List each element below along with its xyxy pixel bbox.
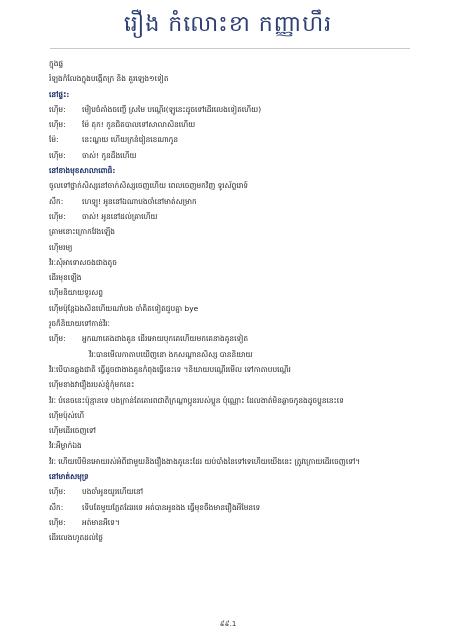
dialog-text: ម៉ែ តុក! កូនជិតបាលទៅសាលាសិនហើយ xyxy=(82,120,196,130)
text-line: ហ៊ើមប៉ុស់ហើ xyxy=(49,410,85,420)
speaker-name: ហ៊ើម: xyxy=(49,487,66,497)
text-line: ហ៊ើមរម្យ xyxy=(49,242,73,252)
dialog-line xyxy=(49,117,429,132)
text-line: ចូលទៅថ្នាក់សិស្សនៅចាក់សិស្សចេញហើយ ពេលចេញមកវិញ ទូរស័ព្ទរោទ៍ xyxy=(49,181,249,191)
dialog-text: ចាស់! កូនដឹងហើយ xyxy=(82,150,137,160)
dialog-line xyxy=(49,484,429,499)
document-body xyxy=(49,56,429,546)
dialog-line xyxy=(49,148,429,163)
dialog-line xyxy=(49,515,429,530)
speaker-name: ហ៊ើម: xyxy=(49,211,66,221)
speaker-name: ហ៊ើម: xyxy=(49,150,66,160)
text-line: ហ៊ើមដើរចេញទៅ xyxy=(49,426,96,436)
dialog-text: ម៉ៀបចំគាំងចញ្ចើ ស្រមៃ បណ្ដើរ(ឡូនេះដូចទៅដើរលេងទៀតហើយ) xyxy=(82,104,262,114)
dialog-text: នេះណ្ហយ ហើយក្រនំរៀនខេណាកូន xyxy=(82,135,179,145)
dialog-line xyxy=(49,500,429,515)
dialog-text: ហេឡូ! អូននៅឯណាបងចាំនៅមាត់សម្រាក xyxy=(82,196,197,206)
section-heading: នៅមាត់សមុទ្រ xyxy=(49,472,89,482)
section-heading: នៅខាងមុខសាលាពោធិ: xyxy=(49,166,116,176)
section-heading: នៅផ្ទះ: xyxy=(49,89,70,99)
dialog-line xyxy=(49,102,429,117)
text-line: ដើរលេងហូតដល់ថ្ងៃ xyxy=(49,533,103,543)
text-line: ក្នុងផ្ទ xyxy=(49,59,64,68)
speaker-name: ហ៊ើម: xyxy=(49,120,66,130)
dialog-text: ចាស់! អូននៅដល់គ្រាហើយ xyxy=(82,211,158,221)
speaker-name: ហ៊ើម: xyxy=(49,517,66,527)
text-line: ហ៊ើមប៉ុន្តែឯងសិនហើយណាំបង ចាំគិតទៀតជួបគ្នា bye xyxy=(49,303,199,313)
dialog-text: បងចាំអូនយូរហើយនៅ xyxy=(82,487,143,497)
text-line: វិរៈបានមើលកាតាបយើញនោ ងកសណ្ដានសិស្ស បាននិយាយ xyxy=(89,349,253,359)
text-line: វិរៈ បំនេចនេះប៉ុន្មានទេ បងក្រាន់តែគោរពជាតិក្រណ្ដាប្អូនរបស់ប្អូន ប៉ុណ្ណោះ ដែលងាត់មិនឆ្ងាចកូនងដូចប្អូននេះទេ xyxy=(49,395,344,405)
speaker-name: សឹក: xyxy=(49,502,64,512)
dialog-line xyxy=(49,331,429,346)
text-line: វិរៈ ហើយបើមិនអោយរស់អំពីជាមួយនិងរឿងងាងគូនេះដែរ យប់បាំងនៃទៅទេហើយយើងនេះ ត្រូវក្រោយដើរចេញទៅ។ xyxy=(49,456,361,466)
text-line: វិរៈបើបានឆ្លងជាតិ ធ្វើដូចជាងាងគូនកំពុងធ្វើនេះទេ ។និយាយបណ្ដើរមើល ទៅកាតាបបណ្ដើរ xyxy=(49,364,291,374)
text-line: ដើរមុខឡើង xyxy=(49,273,82,283)
dialog-text: អត់មានអីទេ។ xyxy=(82,517,120,527)
dialog-line xyxy=(49,209,429,224)
text-line: ហ៊ើមនិយាយទូរសព្ទ xyxy=(49,288,103,298)
title-divider xyxy=(50,48,410,49)
text-line: គ្រាមនោះក្រោកវែងឡើង xyxy=(49,227,115,237)
text-line: រួចក៏និយាយទៅកាន់វិរៈ xyxy=(49,319,110,329)
dialog-line xyxy=(49,194,429,209)
page-number: ៩៩.1 xyxy=(219,620,237,628)
speaker-name: ហ៊ើម: xyxy=(49,104,66,114)
text-line: វិរៈសុំអាទោសចងជាងតូច xyxy=(49,257,117,267)
text-line: វិរៈអឺម្ងាក់ឯង xyxy=(49,441,82,451)
speaker-name: សឹក: xyxy=(49,196,64,206)
text-line: ហ៊ើមខាងវារឿងរបស់ខ្ញុំកុំមកនេះ xyxy=(49,380,135,390)
dialog-line xyxy=(49,132,429,147)
dialog-text: ទើបតែមួយភ្លែតដែររទេ អត់បានអូនងង ធ្វើមុខចឹងមានរឿងអីមែនទេ xyxy=(82,502,261,512)
dialog-text: អ្នកណាគេងដាងគូន ដើរអោយបុកគេហើយមកគេនាងគូនទៀត xyxy=(82,334,249,344)
speaker-name: ម៉ែ: xyxy=(49,135,59,145)
document-title: រឿង កំលោះខា កញ្ញាហឹរ xyxy=(123,12,333,37)
speaker-name: ហ៊ើម: xyxy=(49,334,66,344)
text-line: រំឡងកំលែងក្នុងបង្កើតក្រ និង គួរឡេង១ទៀត xyxy=(49,74,169,84)
